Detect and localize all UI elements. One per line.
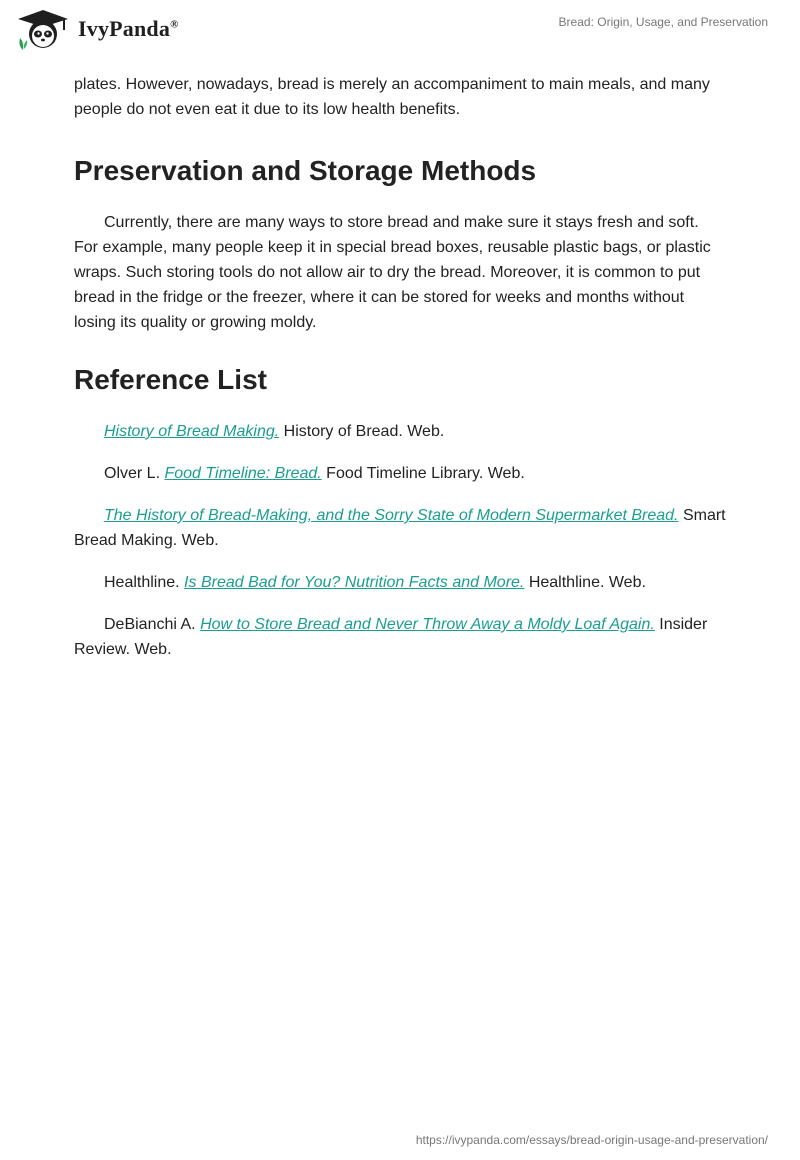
- reference-prefix: Healthline.: [104, 574, 185, 591]
- reference-suffix: Smart Bread Making. Web.: [74, 507, 726, 549]
- reference-suffix: History of Bread. Web.: [279, 423, 445, 440]
- reference-link[interactable]: Is Bread Bad for You? Nutrition Facts and More.: [184, 574, 525, 591]
- brand-name: [78, 16, 179, 42]
- reference-list-heading: Reference List: [74, 364, 267, 395]
- reference-prefix: Olver L.: [104, 465, 165, 482]
- reference-suffix: Food Timeline Library. Web.: [321, 465, 525, 482]
- reference-link[interactable]: Food Timeline: Bread.: [164, 465, 322, 482]
- reference-link[interactable]: History of Bread Making.: [104, 423, 280, 440]
- reference-link[interactable]: How to Store Bread and Never Throw Away a Moldy Loaf Again.: [200, 616, 655, 633]
- reference-list: [74, 419, 726, 662]
- footer-url[interactable]: https://ivypanda.com/essays/bread-origin-usage-and-preservation/: [415, 1133, 768, 1147]
- essay-content: [74, 72, 726, 679]
- reference-item: [74, 503, 726, 553]
- reference-suffix: Insider Review. Web.: [74, 616, 708, 658]
- brand-text: IvyPanda: [78, 16, 171, 41]
- preservation-heading: Preservation and Storage Methods: [74, 155, 537, 186]
- page-header: [0, 0, 800, 70]
- panda-graduate-icon: [14, 8, 72, 50]
- intro-paragraph: plates. However, nowadays, bread is merely an accompaniment to main meals, and many people do not even eat it due to its low health benefits.: [74, 76, 710, 118]
- reference-suffix: Healthline. Web.: [524, 574, 646, 591]
- reference-item: [74, 461, 726, 486]
- preservation-paragraph: Currently, there are many ways to store bread and make sure it stays fresh and soft. For example, many people keep it in special bread boxes, reusable plastic bags, or plastic wraps. Such storing tools do not allow air to dry the bread. Moreover, it is common to put bread in the fridge or the freezer, where it can be stored for weeks and months without losing its quality or growing moldy.: [74, 214, 711, 331]
- reference-item: [74, 419, 726, 444]
- reference-item: [74, 570, 726, 595]
- running-title: Bread: Origin, Usage, and Preservation: [558, 15, 768, 29]
- registered-mark: ®: [170, 18, 179, 31]
- reference-item: [74, 612, 726, 662]
- reference-prefix: DeBianchi A.: [104, 616, 201, 633]
- ivypanda-logo[interactable]: [14, 8, 179, 50]
- reference-link[interactable]: The History of Bread-Making, and the Sorry State of Modern Supermarket Bread.: [104, 507, 679, 524]
